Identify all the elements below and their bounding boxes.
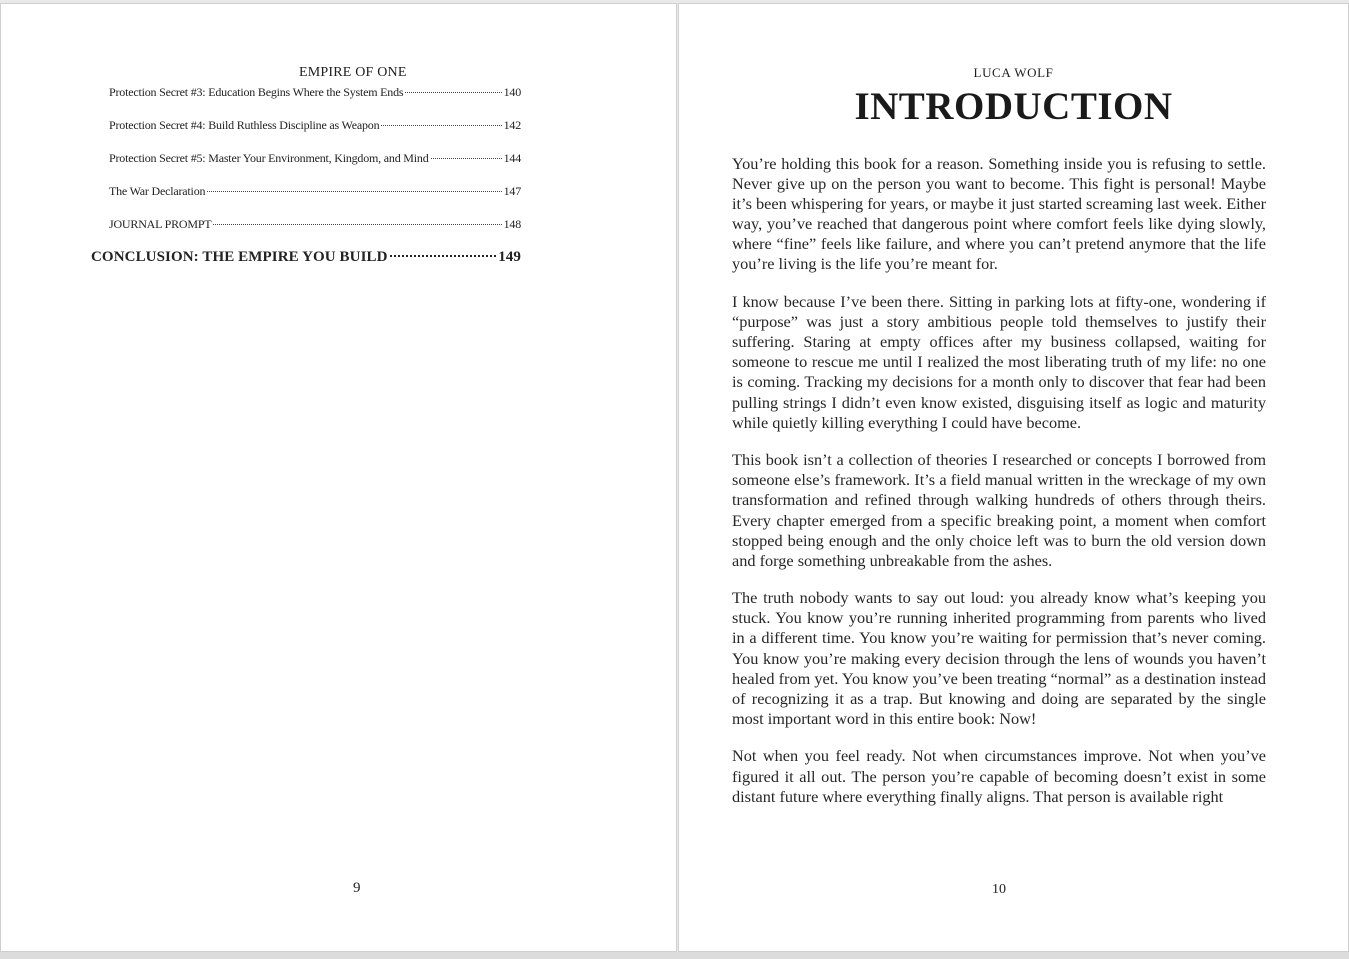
toc-entry-page: 140 [503, 85, 521, 99]
chapter-title: INTRODUCTION [854, 85, 1173, 128]
paragraph: This book isn’t a collection of theories I researched or concepts I borrowed from someone else’s framework. It’s a field manual written in the wreckage of my own transformation and refined through walking hundreds of others through theirs. Every chapter emerged from a specific breaking point, a moment when comfort stopped being enough and the only choice left was to burn the old version down and forge something unbreakable from the ashes. [732, 450, 1266, 570]
page-number: 10 [992, 882, 1006, 897]
toc-entry[interactable] [109, 85, 521, 100]
viewer-bottom-bar [0, 952, 1349, 959]
toc-leader-dots [405, 91, 501, 93]
toc-entry-page: 149 [498, 249, 521, 265]
paragraph: You’re holding this book for a reason. Something inside you is refusing to settle. Never give up on the person you want to become. This fight is personal! Maybe it’s been whispering for years, or maybe it just started screaming last week. Either way, you’ve reached that dangerous point where comfort feels like dying slowly, where “fine” feels like failure, and where you can’t pretend anymore that the life you’re living is the life you’re meant for. [732, 154, 1266, 274]
page-left [0, 3, 677, 952]
toc-entry[interactable] [109, 217, 521, 232]
running-head-book-title: EMPIRE OF ONE [299, 65, 407, 80]
toc-entry-conclusion[interactable] [91, 249, 521, 266]
toc-entry[interactable] [109, 118, 521, 133]
toc-leader-dots [431, 157, 502, 159]
toc-entry-page: 148 [503, 217, 521, 231]
paragraph: I know because I’ve been there. Sitting in parking lots at fifty-one, wondering if “purpose” was just a story ambitious people told themselves to justify their suffering. Staring at empty offices after my business collapsed, waiting for someone to rescue me until I realized the most liberating truth of my life: no one is coming. Tracking my decisions for a month only to discover that fear had been pulling strings I didn’t even know existed, disguising itself as logic and maturity while quietly killing everything I could have become. [732, 292, 1266, 432]
toc-entry-page: 142 [503, 118, 521, 132]
paragraph: The truth nobody wants to say out loud: you already know what’s keeping you stuck. You know you’re running inherited programming from parents who lived in a different time. You know you’re waiting for permission that’s never coming. You know you’re making every decision through the lens of wounds you haven’t healed from yet. You know you’ve been treating “normal” as a destination instead of recognizing it as a trap. But knowing and doing are separated by the single most important word in this entire book: Now! [732, 588, 1266, 728]
toc-entry[interactable] [109, 151, 521, 166]
toc-leader-dots [213, 223, 501, 225]
page-number: 9 [353, 880, 361, 896]
toc-entry-title: The War Declaration [109, 184, 206, 198]
toc-entry-title: Protection Secret #4: Build Ruthless Discipline as Weapon [109, 118, 380, 132]
page-right [678, 3, 1349, 952]
paragraph: Not when you feel ready. Not when circumstances improve. Not when you’ve figured it all out. The person you’re capable of becoming doesn’t exist in some distant future where everything finally aligns. That person is available right [732, 746, 1266, 806]
body-text [732, 154, 1266, 807]
toc-leader-dots [390, 254, 497, 257]
toc-entry-title: JOURNAL PROMPT [109, 217, 212, 231]
toc-leader-dots [207, 190, 501, 192]
running-head-author: LUCA WOLF [973, 65, 1054, 80]
toc-entry-title: Protection Secret #3: Education Begins Where the System Ends [109, 85, 404, 99]
toc-entry-page: 147 [503, 184, 521, 198]
toc-leader-dots [381, 124, 501, 126]
toc-entry-page: 144 [503, 151, 521, 165]
toc-entry[interactable] [109, 184, 521, 199]
toc-entry-title: CONCLUSION: THE EMPIRE YOU BUILD [91, 249, 388, 265]
toc-entry-title: Protection Secret #5: Master Your Environment, Kingdom, and Mind [109, 151, 429, 165]
